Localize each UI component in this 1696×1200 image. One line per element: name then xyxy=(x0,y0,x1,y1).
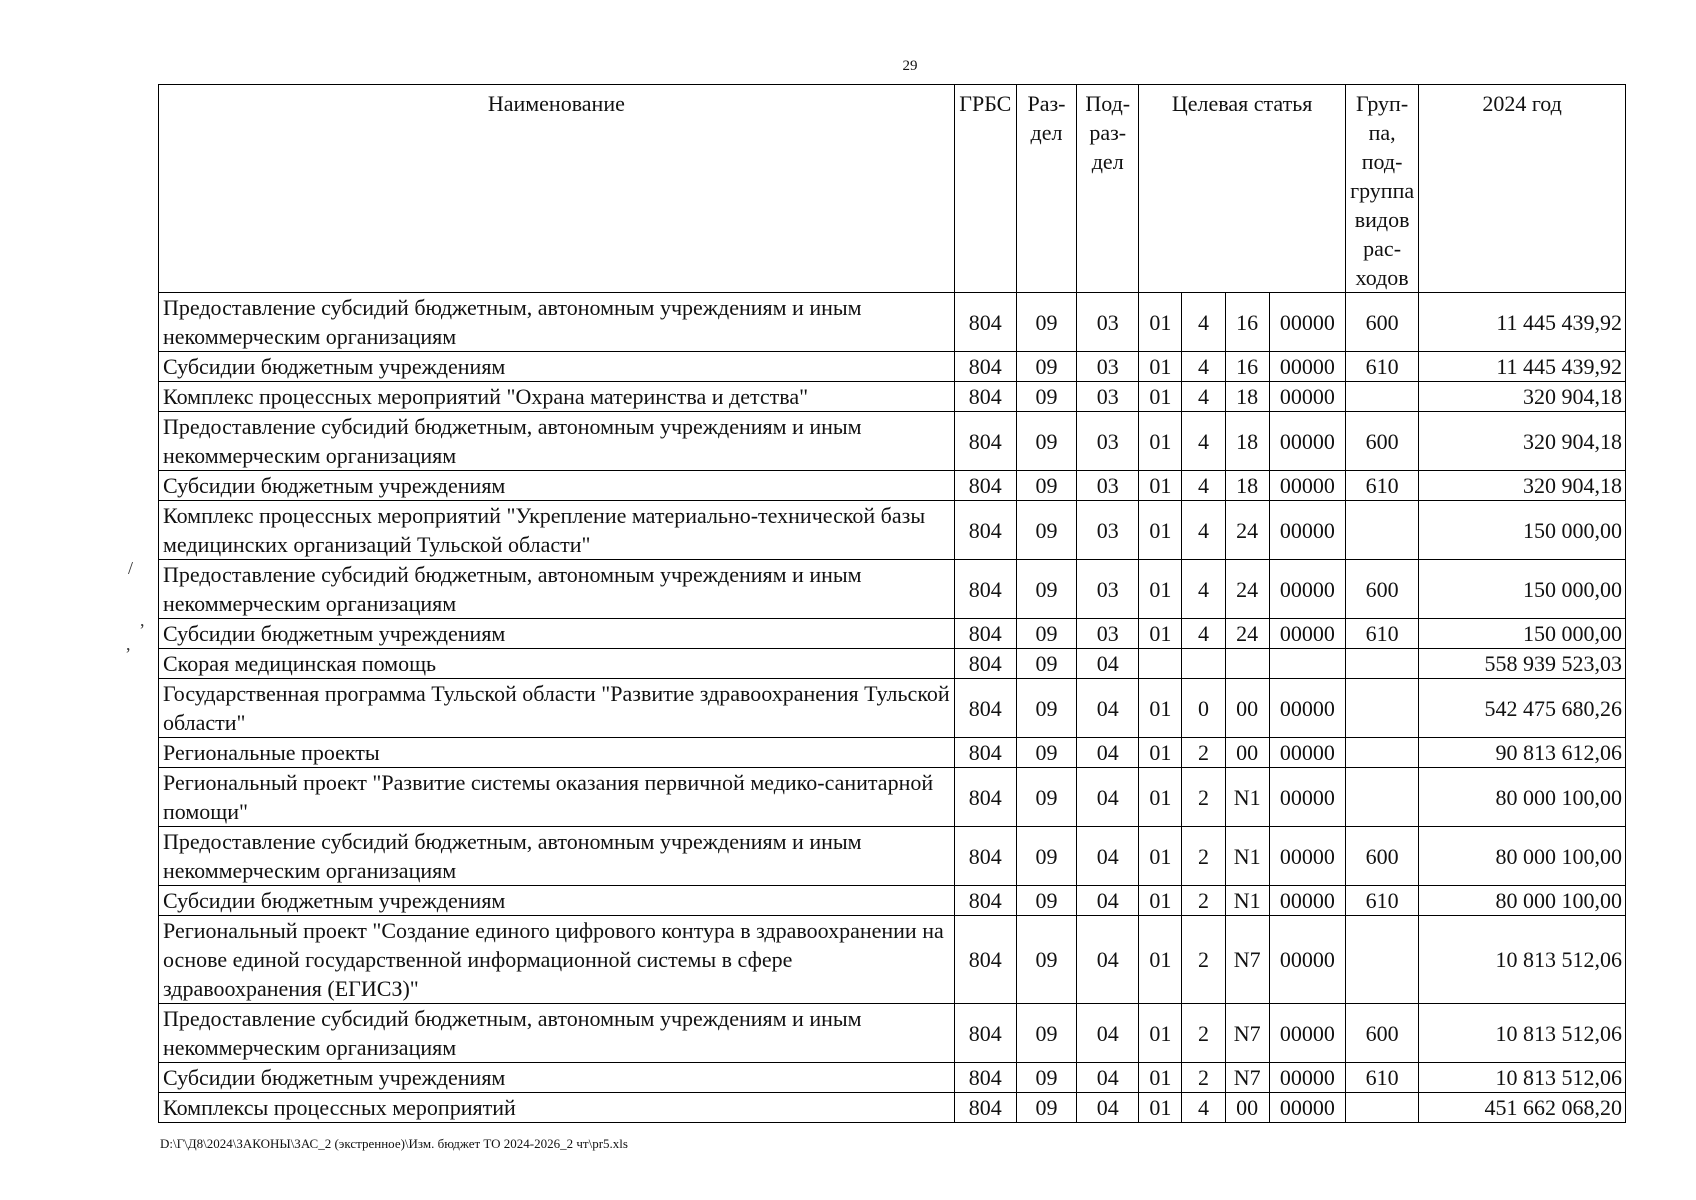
header-year: 2024 год xyxy=(1419,85,1626,293)
cell-target-direction: 00000 xyxy=(1269,1004,1345,1063)
table-row xyxy=(159,1093,1626,1123)
cell-razdel: 09 xyxy=(1016,827,1076,886)
table-row xyxy=(159,679,1626,738)
cell-grbs: 804 xyxy=(954,412,1016,471)
cell-razdel: 09 xyxy=(1016,649,1076,679)
cell-target-type: 4 xyxy=(1182,560,1225,619)
cell-podrazdel: 04 xyxy=(1077,679,1139,738)
cell-expense-group xyxy=(1345,501,1418,560)
cell-target-program: 01 xyxy=(1139,679,1182,738)
cell-target-program: 01 xyxy=(1139,768,1182,827)
cell-target-type: 4 xyxy=(1182,471,1225,501)
cell-target-program: 01 xyxy=(1139,738,1182,768)
cell-name: Субсидии бюджетным учреждениям xyxy=(159,1063,955,1093)
cell-name: Субсидии бюджетным учреждениям xyxy=(159,619,955,649)
cell-target-program: 01 xyxy=(1139,412,1182,471)
cell-target-type: 4 xyxy=(1182,1093,1225,1123)
cell-target-subprogram: 24 xyxy=(1225,619,1269,649)
cell-grbs: 804 xyxy=(954,1004,1016,1063)
cell-expense-group xyxy=(1345,382,1418,412)
cell-target-program: 01 xyxy=(1139,382,1182,412)
cell-name: Предоставление субсидий бюджетным, автономным учреждениям и иным некоммерческим организациям xyxy=(159,293,955,352)
margin-mark: / xyxy=(128,558,134,578)
cell-amount: 320 904,18 xyxy=(1419,412,1626,471)
cell-target-subprogram: 18 xyxy=(1225,382,1269,412)
cell-target-subprogram: N1 xyxy=(1225,768,1269,827)
cell-amount: 320 904,18 xyxy=(1419,471,1626,501)
cell-target-subprogram: 24 xyxy=(1225,560,1269,619)
cell-podrazdel: 04 xyxy=(1077,649,1139,679)
cell-podrazdel: 04 xyxy=(1077,1093,1139,1123)
cell-amount: 150 000,00 xyxy=(1419,560,1626,619)
cell-target-type: 4 xyxy=(1182,293,1225,352)
cell-amount: 320 904,18 xyxy=(1419,382,1626,412)
cell-target-subprogram: 18 xyxy=(1225,471,1269,501)
cell-target-direction: 00000 xyxy=(1269,886,1345,916)
cell-target-direction: 00000 xyxy=(1269,916,1345,1004)
cell-target-program: 01 xyxy=(1139,501,1182,560)
cell-target-subprogram xyxy=(1225,649,1269,679)
cell-name: Предоставление субсидий бюджетным, автономным учреждениям и иным некоммерческим организациям xyxy=(159,827,955,886)
cell-target-type: 4 xyxy=(1182,501,1225,560)
cell-target-subprogram: N7 xyxy=(1225,916,1269,1004)
cell-target-subprogram: N7 xyxy=(1225,1063,1269,1093)
cell-target-program: 01 xyxy=(1139,471,1182,501)
cell-podrazdel: 04 xyxy=(1077,916,1139,1004)
cell-podrazdel: 04 xyxy=(1077,768,1139,827)
cell-razdel: 09 xyxy=(1016,1004,1076,1063)
cell-target-program: 01 xyxy=(1139,1063,1182,1093)
cell-target-program: 01 xyxy=(1139,560,1182,619)
cell-amount: 542 475 680,26 xyxy=(1419,679,1626,738)
cell-razdel: 09 xyxy=(1016,738,1076,768)
margin-mark: , xyxy=(140,610,145,630)
cell-target-direction: 00000 xyxy=(1269,738,1345,768)
cell-target-direction: 00000 xyxy=(1269,293,1345,352)
table-row xyxy=(159,827,1626,886)
cell-amount: 150 000,00 xyxy=(1419,501,1626,560)
cell-target-direction: 00000 xyxy=(1269,352,1345,382)
cell-target-direction: 00000 xyxy=(1269,679,1345,738)
cell-target-program: 01 xyxy=(1139,619,1182,649)
cell-grbs: 804 xyxy=(954,501,1016,560)
cell-amount: 10 813 512,06 xyxy=(1419,1063,1626,1093)
cell-target-program xyxy=(1139,649,1182,679)
cell-target-direction: 00000 xyxy=(1269,619,1345,649)
table-row xyxy=(159,738,1626,768)
cell-target-program: 01 xyxy=(1139,886,1182,916)
cell-amount: 150 000,00 xyxy=(1419,619,1626,649)
cell-target-direction: 00000 xyxy=(1269,827,1345,886)
cell-expense-group xyxy=(1345,916,1418,1004)
cell-target-type: 2 xyxy=(1182,827,1225,886)
cell-razdel: 09 xyxy=(1016,1093,1076,1123)
cell-target-type: 2 xyxy=(1182,916,1225,1004)
page-number: 29 xyxy=(902,58,918,74)
footer-file-path: D:\Г\Д8\2024\ЗАКОНЫ\ЗАС_2 (экстренное)\Изм. бюджет ТО 2024-2026_2 чт\pr5.xls xyxy=(160,1136,628,1151)
cell-podrazdel: 04 xyxy=(1077,827,1139,886)
cell-expense-group: 610 xyxy=(1345,886,1418,916)
budget-table xyxy=(158,84,1626,1123)
table-row xyxy=(159,352,1626,382)
cell-razdel: 09 xyxy=(1016,412,1076,471)
cell-amount: 11 445 439,92 xyxy=(1419,352,1626,382)
cell-target-direction: 00000 xyxy=(1269,382,1345,412)
cell-target-direction: 00000 xyxy=(1269,1093,1345,1123)
cell-name: Комплекс процессных мероприятий "Охрана материнства и детства" xyxy=(159,382,955,412)
cell-grbs: 804 xyxy=(954,768,1016,827)
cell-grbs: 804 xyxy=(954,560,1016,619)
cell-expense-group: 610 xyxy=(1345,352,1418,382)
cell-razdel: 09 xyxy=(1016,768,1076,827)
cell-name: Предоставление субсидий бюджетным, автономным учреждениям и иным некоммерческим организациям xyxy=(159,412,955,471)
table-row xyxy=(159,412,1626,471)
cell-razdel: 09 xyxy=(1016,293,1076,352)
cell-amount: 558 939 523,03 xyxy=(1419,649,1626,679)
cell-target-program: 01 xyxy=(1139,352,1182,382)
cell-expense-group xyxy=(1345,1093,1418,1123)
cell-podrazdel: 03 xyxy=(1077,501,1139,560)
cell-grbs: 804 xyxy=(954,352,1016,382)
cell-podrazdel: 04 xyxy=(1077,738,1139,768)
cell-grbs: 804 xyxy=(954,293,1016,352)
cell-razdel: 09 xyxy=(1016,916,1076,1004)
cell-amount: 80 000 100,00 xyxy=(1419,886,1626,916)
cell-podrazdel: 03 xyxy=(1077,412,1139,471)
cell-target-type: 0 xyxy=(1182,679,1225,738)
table-row xyxy=(159,382,1626,412)
cell-razdel: 09 xyxy=(1016,501,1076,560)
cell-target-type: 4 xyxy=(1182,619,1225,649)
header-target: Целевая статья xyxy=(1139,85,1346,293)
cell-target-program: 01 xyxy=(1139,827,1182,886)
cell-expense-group xyxy=(1345,679,1418,738)
cell-razdel: 09 xyxy=(1016,560,1076,619)
cell-amount: 10 813 512,06 xyxy=(1419,916,1626,1004)
cell-razdel: 09 xyxy=(1016,382,1076,412)
cell-amount: 80 000 100,00 xyxy=(1419,768,1626,827)
header-group: Груп- па, под- группа видов рас- ходов xyxy=(1345,85,1418,293)
cell-target-subprogram: 16 xyxy=(1225,293,1269,352)
cell-expense-group xyxy=(1345,768,1418,827)
cell-razdel: 09 xyxy=(1016,679,1076,738)
cell-razdel: 09 xyxy=(1016,352,1076,382)
cell-target-subprogram: N1 xyxy=(1225,886,1269,916)
cell-name: Региональный проект "Создание единого цифрового контура в здравоохранении на основе единой государственной информационной системы в сфере здравоохранения (ЕГИСЗ)" xyxy=(159,916,955,1004)
cell-name: Субсидии бюджетным учреждениям xyxy=(159,352,955,382)
header-name: Наименование xyxy=(159,85,955,293)
cell-grbs: 804 xyxy=(954,649,1016,679)
cell-target-subprogram: N1 xyxy=(1225,827,1269,886)
cell-grbs: 804 xyxy=(954,827,1016,886)
cell-grbs: 804 xyxy=(954,471,1016,501)
cell-expense-group: 600 xyxy=(1345,827,1418,886)
cell-podrazdel: 03 xyxy=(1077,352,1139,382)
cell-target-subprogram: 00 xyxy=(1225,738,1269,768)
cell-target-direction: 00000 xyxy=(1269,412,1345,471)
cell-name: Субсидии бюджетным учреждениям xyxy=(159,471,955,501)
table-row xyxy=(159,471,1626,501)
header-grbs: ГРБС xyxy=(954,85,1016,293)
cell-grbs: 804 xyxy=(954,619,1016,649)
cell-razdel: 09 xyxy=(1016,471,1076,501)
cell-razdel: 09 xyxy=(1016,1063,1076,1093)
cell-podrazdel: 03 xyxy=(1077,560,1139,619)
table-header-row xyxy=(159,85,1626,293)
cell-expense-group: 600 xyxy=(1345,412,1418,471)
cell-podrazdel: 04 xyxy=(1077,1004,1139,1063)
table-row xyxy=(159,886,1626,916)
table-row xyxy=(159,501,1626,560)
cell-podrazdel: 04 xyxy=(1077,1063,1139,1093)
cell-target-type: 2 xyxy=(1182,1063,1225,1093)
cell-razdel: 09 xyxy=(1016,886,1076,916)
table-row xyxy=(159,768,1626,827)
cell-target-direction: 00000 xyxy=(1269,768,1345,827)
cell-amount: 80 000 100,00 xyxy=(1419,827,1626,886)
cell-target-type: 2 xyxy=(1182,768,1225,827)
cell-target-program: 01 xyxy=(1139,293,1182,352)
table-row xyxy=(159,293,1626,352)
cell-name: Комплекс процессных мероприятий "Укрепление материально-технической базы медицинских организаций Тульской области" xyxy=(159,501,955,560)
cell-name: Субсидии бюджетным учреждениям xyxy=(159,886,955,916)
cell-podrazdel: 03 xyxy=(1077,293,1139,352)
cell-name: Предоставление субсидий бюджетным, автономным учреждениям и иным некоммерческим организациям xyxy=(159,1004,955,1063)
cell-expense-group xyxy=(1345,649,1418,679)
cell-target-program: 01 xyxy=(1139,1004,1182,1063)
cell-grbs: 804 xyxy=(954,916,1016,1004)
cell-podrazdel: 03 xyxy=(1077,471,1139,501)
cell-razdel: 09 xyxy=(1016,619,1076,649)
cell-target-program: 01 xyxy=(1139,1093,1182,1123)
cell-name: Государственная программа Тульской области "Развитие здравоохранения Тульской области" xyxy=(159,679,955,738)
cell-target-direction: 00000 xyxy=(1269,1063,1345,1093)
cell-target-subprogram: 00 xyxy=(1225,679,1269,738)
table-row xyxy=(159,1063,1626,1093)
table-row xyxy=(159,619,1626,649)
cell-name: Региональные проекты xyxy=(159,738,955,768)
cell-target-subprogram: 24 xyxy=(1225,501,1269,560)
cell-expense-group: 610 xyxy=(1345,619,1418,649)
cell-expense-group: 600 xyxy=(1345,293,1418,352)
cell-target-direction: 00000 xyxy=(1269,501,1345,560)
cell-expense-group: 610 xyxy=(1345,471,1418,501)
table-row xyxy=(159,1004,1626,1063)
cell-name: Скорая медицинская помощь xyxy=(159,649,955,679)
table-row xyxy=(159,916,1626,1004)
cell-target-type: 2 xyxy=(1182,886,1225,916)
cell-grbs: 804 xyxy=(954,886,1016,916)
cell-expense-group xyxy=(1345,738,1418,768)
cell-amount: 451 662 068,20 xyxy=(1419,1093,1626,1123)
cell-name: Предоставление субсидий бюджетным, автономным учреждениям и иным некоммерческим организациям xyxy=(159,560,955,619)
table-row xyxy=(159,649,1626,679)
cell-amount: 90 813 612,06 xyxy=(1419,738,1626,768)
cell-amount: 11 445 439,92 xyxy=(1419,293,1626,352)
cell-podrazdel: 03 xyxy=(1077,382,1139,412)
cell-target-type: 4 xyxy=(1182,412,1225,471)
cell-target-program: 01 xyxy=(1139,916,1182,1004)
cell-target-subprogram: 00 xyxy=(1225,1093,1269,1123)
cell-target-direction: 00000 xyxy=(1269,471,1345,501)
cell-target-type xyxy=(1182,649,1225,679)
cell-amount: 10 813 512,06 xyxy=(1419,1004,1626,1063)
cell-podrazdel: 03 xyxy=(1077,619,1139,649)
cell-target-subprogram: 18 xyxy=(1225,412,1269,471)
cell-name: Комплексы процессных мероприятий xyxy=(159,1093,955,1123)
cell-target-type: 4 xyxy=(1182,352,1225,382)
cell-target-direction: 00000 xyxy=(1269,560,1345,619)
header-razdel: Раз- дел xyxy=(1016,85,1076,293)
cell-expense-group: 610 xyxy=(1345,1063,1418,1093)
cell-grbs: 804 xyxy=(954,382,1016,412)
cell-target-subprogram: N7 xyxy=(1225,1004,1269,1063)
cell-grbs: 804 xyxy=(954,679,1016,738)
cell-podrazdel: 04 xyxy=(1077,886,1139,916)
cell-grbs: 804 xyxy=(954,738,1016,768)
cell-expense-group: 600 xyxy=(1345,560,1418,619)
cell-grbs: 804 xyxy=(954,1063,1016,1093)
cell-target-direction xyxy=(1269,649,1345,679)
cell-target-type: 2 xyxy=(1182,1004,1225,1063)
cell-grbs: 804 xyxy=(954,1093,1016,1123)
cell-target-type: 2 xyxy=(1182,738,1225,768)
header-podrazdel: Под- раз- дел xyxy=(1077,85,1139,293)
cell-target-type: 4 xyxy=(1182,382,1225,412)
margin-mark: , xyxy=(126,634,131,654)
cell-name: Региональный проект "Развитие системы оказания первичной медико-санитарной помощи" xyxy=(159,768,955,827)
cell-expense-group: 600 xyxy=(1345,1004,1418,1063)
cell-target-subprogram: 16 xyxy=(1225,352,1269,382)
table-row xyxy=(159,560,1626,619)
